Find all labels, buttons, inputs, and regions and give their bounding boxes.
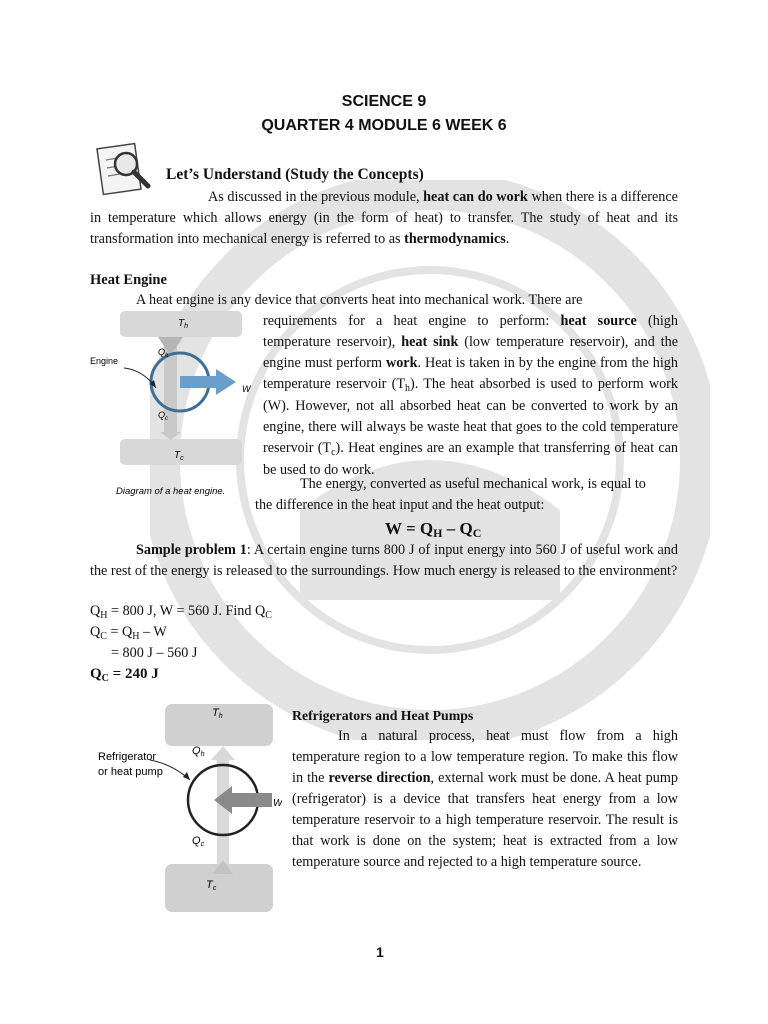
fridge-qh-label: Qh xyxy=(192,745,205,758)
given-line: $Q_H = 800$ J, W = 560 J. Find $Q_C$ xyxy=(90,603,272,621)
fridge-qc-label: Qc xyxy=(192,835,205,848)
heat-engine-paragraph: requirements for a heat engine to perform: heat source (high temperature reservoir), heat sink (low temperature reservoir), and the engine must perform work. Heat is taken in by the engine from the high temperature reservoir $(T_h)$. The heat absorbed is used to perform work (W). However, not all absorbed heat can be converted to work by an engine, there will always be waste heat that goes to the cold temperature reservoir $(T_c)$. Heat engines are an example that transferring of heat can be used to do work. xyxy=(263,313,679,478)
refrigerator-diagram xyxy=(92,702,282,914)
fridge-w-label: W xyxy=(273,798,282,809)
title-line-1: SCIENCE 9 xyxy=(341,93,427,110)
heat-engine-heading: Heat Engine xyxy=(90,272,167,288)
fridge-tc-label: Tc xyxy=(206,879,217,892)
fridge-device-label-1: Refrigerator xyxy=(98,751,157,763)
fridge-paragraph: In a natural process, heat must flow from a high temperature region to a low temperature region. To make this flow in the reverse direction, external work must be done. A heat pump (refrigerator) is a device that transfers heat energy from a low temperature reservoir to a high temperature reservoir. The result is that work is done on the system; heat is extracted from a low temperature source and rejected to a high temperature source. xyxy=(292,728,678,870)
fridge-th-label: Th xyxy=(212,707,223,720)
fridge-heading: Refrigerators and Heat Pumps xyxy=(292,708,474,723)
energy-paragraph-line-2: the difference in the heat input and the heat output: xyxy=(255,497,545,513)
understand-heading: Let’s Understand (Study the Concepts) xyxy=(166,166,424,183)
w-label: W xyxy=(242,384,251,394)
diagram-caption: Diagram of a heat engine. xyxy=(116,486,226,497)
page-number: 1 xyxy=(376,944,384,960)
th-label: $T_h$ xyxy=(178,318,189,330)
fridge-device-label-2: or heat pump xyxy=(98,766,163,778)
qc-label: $Q_c$ xyxy=(158,410,169,422)
work-formula: W = QH – QC xyxy=(385,519,482,540)
equation-line-1: $Q_C = Q_H - W$ xyxy=(90,624,167,642)
sample-problem-text: Sample problem 1: A certain engine turns 800 J of input energy into 560 J of useful work and the rest of the energy is released to the surroundings. How much energy is released to the environment? xyxy=(90,542,678,579)
intro-paragraph: As discussed in the previous module, heat can do work when there is a difference in temperature which allows energy (in the form of heat) to transfer. The study of heat and its transformation into mechanical energy is referred to as thermodynamics. xyxy=(90,189,678,247)
title-line-2: QUARTER 4 MODULE 6 WEEK 6 xyxy=(261,117,507,134)
answer-line: $Q_C = 240$ J xyxy=(90,666,159,684)
tc-label: $T_c$ xyxy=(174,450,184,462)
heat-engine-diagram xyxy=(88,308,258,526)
equation-line-2: = 800 J – 560 J xyxy=(111,645,198,661)
engine-label: Engine xyxy=(90,356,119,366)
qh-label: $Q_h$ xyxy=(158,347,169,359)
heat-engine-intro: A heat engine is any device that converts heat into mechanical work. There are xyxy=(136,292,583,308)
energy-paragraph-line-1: The energy, converted as useful mechanical work, is equal to xyxy=(300,476,646,492)
